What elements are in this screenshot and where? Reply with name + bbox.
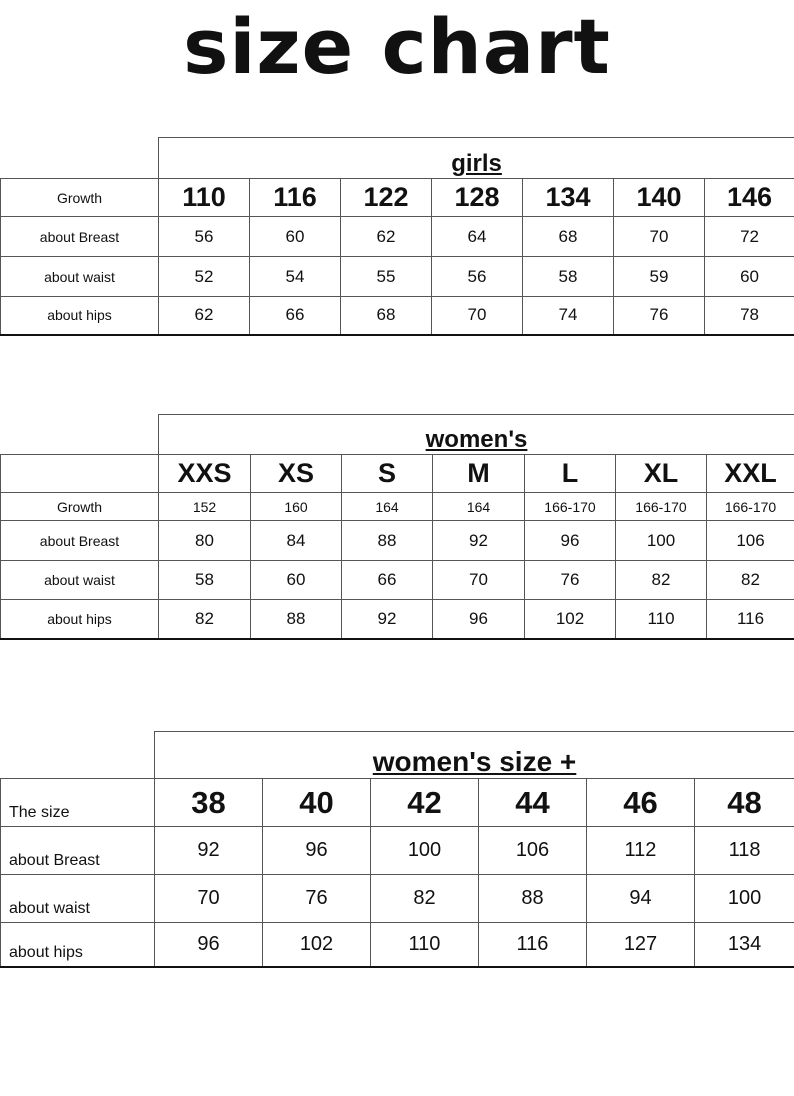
value-cell: 100 (371, 827, 479, 875)
row-label: about Breast (1, 521, 159, 561)
value-cell: 84 (251, 521, 342, 561)
womens-size-table (0, 414, 794, 640)
value-cell: 96 (525, 521, 616, 561)
size-cell: 40 (263, 779, 371, 827)
value-cell: 166-170 (616, 493, 707, 521)
value-cell: 54 (250, 257, 341, 297)
section-heading (159, 138, 794, 179)
size-cell: 134 (523, 179, 614, 217)
value-cell: 62 (341, 217, 432, 257)
value-cell: 92 (342, 600, 433, 639)
page-title: size chart (183, 2, 611, 91)
size-cell: XXL (707, 455, 794, 493)
value-cell: 62 (159, 297, 250, 335)
value-cell: 58 (523, 257, 614, 297)
value-cell: 60 (250, 217, 341, 257)
value-cell: 88 (342, 521, 433, 561)
value-cell: 82 (371, 875, 479, 923)
size-cell: M (433, 455, 525, 493)
value-cell: 70 (432, 297, 523, 335)
value-cell: 76 (525, 561, 616, 600)
value-cell: 92 (433, 521, 525, 561)
size-cell: 48 (695, 779, 794, 827)
value-cell: 68 (523, 217, 614, 257)
value-cell: 82 (707, 561, 794, 600)
value-cell: 112 (587, 827, 695, 875)
value-cell: 82 (616, 561, 707, 600)
value-cell: 118 (695, 827, 794, 875)
table-corner (1, 138, 159, 179)
value-cell: 64 (432, 217, 523, 257)
size-cell: 140 (614, 179, 705, 217)
size-cell: 122 (341, 179, 432, 217)
value-cell: 70 (433, 561, 525, 600)
size-cell: 110 (159, 179, 250, 217)
value-cell: 78 (705, 297, 794, 335)
value-cell: 76 (614, 297, 705, 335)
row-label: about waist (1, 875, 155, 923)
value-cell: 116 (479, 923, 587, 967)
value-cell: 152 (159, 493, 251, 521)
row-label: about hips (1, 297, 159, 335)
value-cell: 70 (614, 217, 705, 257)
row-label: about waist (1, 257, 159, 297)
value-cell: 102 (525, 600, 616, 639)
size-cell: S (342, 455, 433, 493)
value-cell: 58 (159, 561, 251, 600)
value-cell: 166-170 (525, 493, 616, 521)
size-cell: XL (616, 455, 707, 493)
value-cell: 60 (705, 257, 794, 297)
section-heading (159, 415, 794, 455)
row-label-empty (1, 455, 159, 493)
row-label: about hips (1, 923, 155, 967)
row-label: about hips (1, 600, 159, 639)
value-cell: 110 (371, 923, 479, 967)
value-cell: 60 (251, 561, 342, 600)
value-cell: 134 (695, 923, 794, 967)
value-cell: 80 (159, 521, 251, 561)
value-cell: 127 (587, 923, 695, 967)
size-cell: 46 (587, 779, 695, 827)
size-cell: 44 (479, 779, 587, 827)
row-label: about waist (1, 561, 159, 600)
value-cell: 110 (616, 600, 707, 639)
size-cell: XXS (159, 455, 251, 493)
value-cell: 96 (155, 923, 263, 967)
value-cell: 56 (432, 257, 523, 297)
value-cell: 88 (251, 600, 342, 639)
value-cell: 100 (695, 875, 794, 923)
value-cell: 94 (587, 875, 695, 923)
value-cell: 52 (159, 257, 250, 297)
value-cell: 72 (705, 217, 794, 257)
value-cell: 76 (263, 875, 371, 923)
size-cell: 146 (705, 179, 794, 217)
value-cell: 56 (159, 217, 250, 257)
value-cell: 96 (433, 600, 525, 639)
row-label: Growth (1, 179, 159, 217)
row-label: about Breast (1, 217, 159, 257)
value-cell: 106 (479, 827, 587, 875)
size-cell: L (525, 455, 616, 493)
value-cell: 88 (479, 875, 587, 923)
size-cell: 128 (432, 179, 523, 217)
value-cell: 160 (251, 493, 342, 521)
womens-plus-size-table (0, 731, 794, 968)
size-cell: XS (251, 455, 342, 493)
value-cell: 164 (433, 493, 525, 521)
heading-text: girls (451, 150, 502, 177)
value-cell: 100 (616, 521, 707, 561)
size-cell: 42 (371, 779, 479, 827)
value-cell: 116 (707, 600, 794, 639)
value-cell: 166-170 (707, 493, 794, 521)
value-cell: 68 (341, 297, 432, 335)
value-cell: 66 (342, 561, 433, 600)
value-cell: 59 (614, 257, 705, 297)
value-cell: 82 (159, 600, 251, 639)
heading-text: women's size + (372, 746, 577, 777)
value-cell: 106 (707, 521, 794, 561)
value-cell: 92 (155, 827, 263, 875)
value-cell: 66 (250, 297, 341, 335)
size-cell: 38 (155, 779, 263, 827)
section-heading (155, 732, 794, 779)
value-cell: 164 (342, 493, 433, 521)
girls-size-table (0, 137, 794, 336)
size-cell: 116 (250, 179, 341, 217)
heading-text: women's (425, 426, 528, 453)
row-label: The size (1, 779, 155, 827)
value-cell: 70 (155, 875, 263, 923)
value-cell: 96 (263, 827, 371, 875)
table-corner (1, 415, 159, 455)
value-cell: 55 (341, 257, 432, 297)
row-label: Growth (1, 493, 159, 521)
value-cell: 74 (523, 297, 614, 335)
table-corner (1, 732, 155, 779)
value-cell: 102 (263, 923, 371, 967)
row-label: about Breast (1, 827, 155, 875)
